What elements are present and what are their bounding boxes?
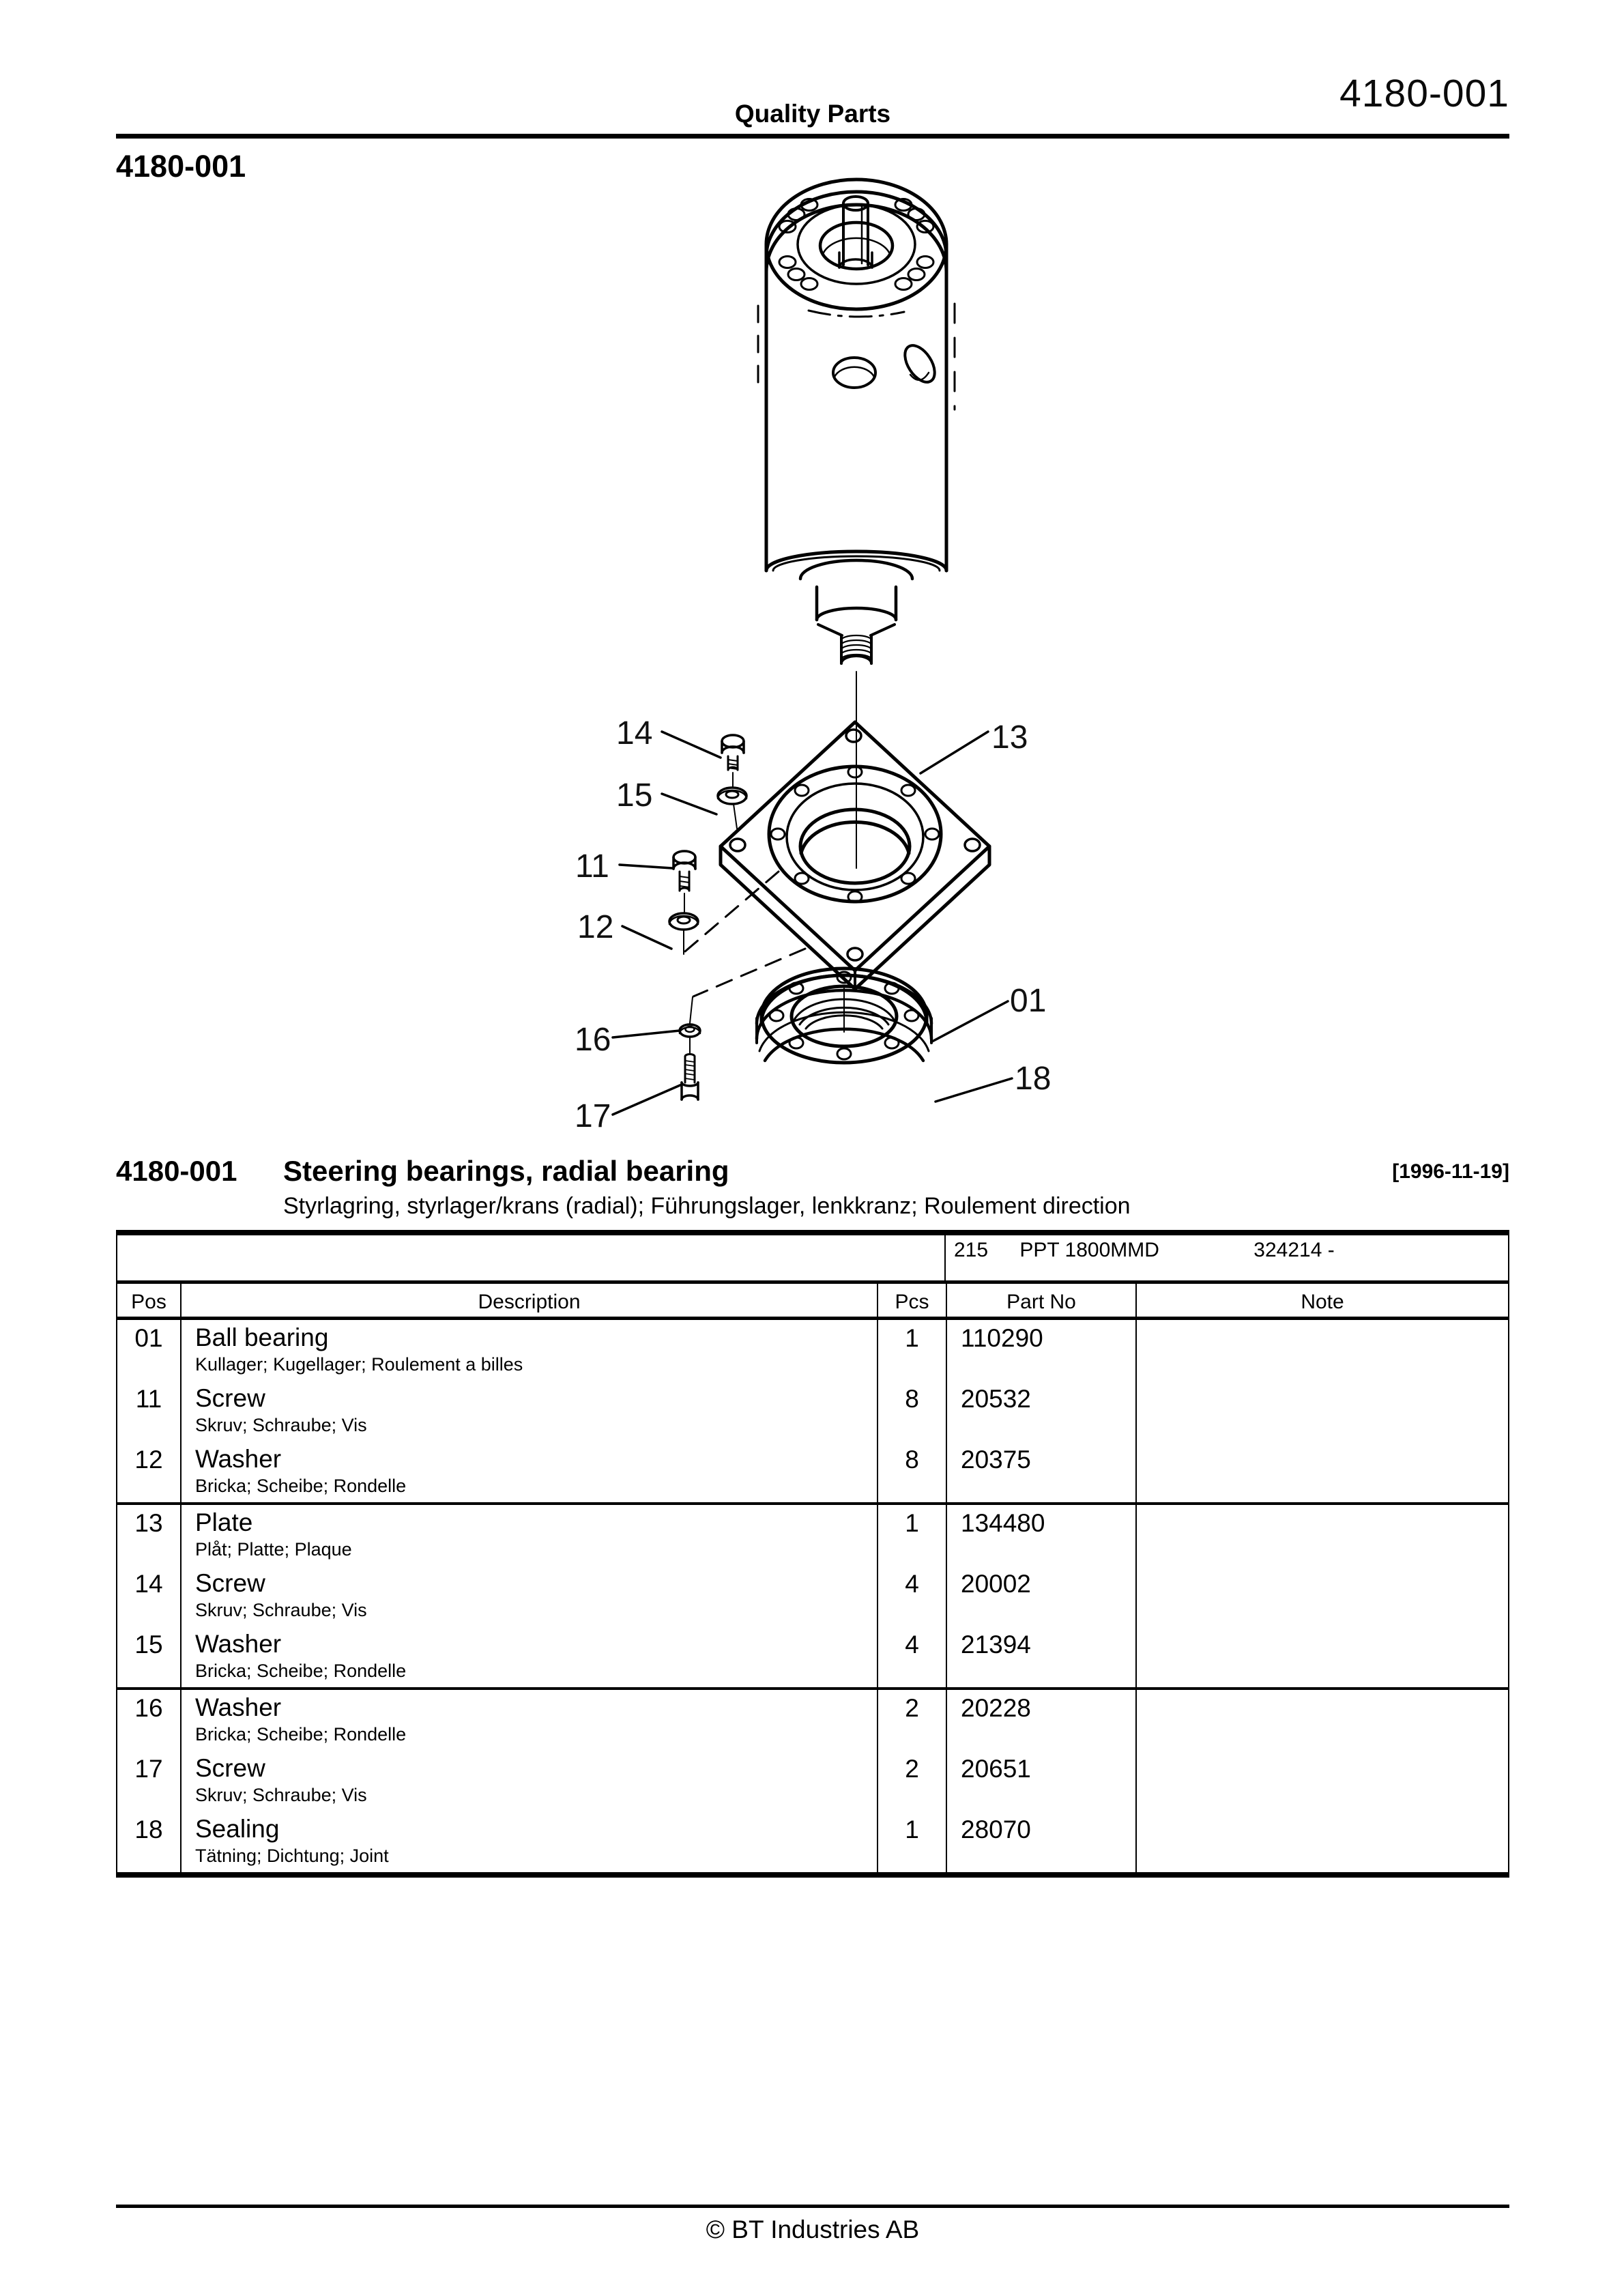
callout-13: 13 — [991, 719, 1028, 756]
table-row — [117, 1811, 1508, 1872]
ball-bearing — [762, 968, 927, 1063]
row-note — [1137, 1320, 1508, 1381]
row-pcs: 2 — [878, 1690, 947, 1751]
row-note — [1137, 1690, 1508, 1751]
row-pcs: 1 — [878, 1320, 947, 1381]
table-row — [117, 1320, 1508, 1381]
row-description: Washer Bricka; Scheibe; Rondelle — [182, 1690, 878, 1751]
table-row — [117, 1566, 1508, 1626]
row-pcs: 8 — [878, 1441, 947, 1502]
table-row — [117, 1626, 1508, 1687]
mounting-plate — [721, 722, 989, 989]
page-code-top-right: 4180-001 — [1339, 72, 1509, 115]
screw-17 — [682, 1054, 698, 1100]
row-pcs: 2 — [878, 1751, 947, 1811]
flange-bolt-holes — [779, 199, 933, 290]
table-row — [117, 1441, 1508, 1502]
row-note — [1137, 1441, 1508, 1502]
table-row — [117, 1502, 1508, 1566]
plate-corner-holes — [730, 730, 980, 960]
row-description: Screw Skruv; Schraube; Vis — [182, 1566, 878, 1626]
row-partno: 21394 — [947, 1626, 1137, 1687]
row-note — [1137, 1811, 1508, 1872]
section-title: Steering bearings, radial bearing — [283, 1155, 729, 1187]
row-note — [1137, 1381, 1508, 1441]
row-pos: 13 — [117, 1505, 182, 1566]
header-rule — [116, 134, 1509, 139]
table-row — [117, 1687, 1508, 1751]
row-pcs: 1 — [878, 1811, 947, 1872]
callout-11: 11 — [575, 848, 609, 885]
model-row-empty — [117, 1235, 946, 1280]
model-number: 215 — [954, 1239, 989, 1261]
row-description: Screw Skruv; Schraube; Vis — [182, 1751, 878, 1811]
row-pcs: 4 — [878, 1566, 947, 1626]
section-subtitle: Styrlagring, styrlager/krans (radial); Führungslager, lenkkranz; Roulement direction — [283, 1193, 1131, 1219]
row-partno: 134480 — [947, 1505, 1137, 1566]
row-description: Plate Plåt; Platte; Plaque — [182, 1505, 878, 1566]
row-partno: 20002 — [947, 1566, 1137, 1626]
row-pos: 01 — [117, 1320, 182, 1381]
row-note — [1137, 1626, 1508, 1687]
row-pcs: 4 — [878, 1626, 947, 1687]
section-date: [1996-11-19] — [1392, 1160, 1509, 1183]
table-row — [117, 1381, 1508, 1441]
callout-18: 18 — [1015, 1061, 1052, 1097]
callout-17: 17 — [575, 1098, 611, 1134]
row-pos: 14 — [117, 1566, 182, 1626]
row-note — [1137, 1566, 1508, 1626]
callout-14: 14 — [616, 715, 653, 751]
washer-15 — [718, 788, 746, 829]
row-pos: 18 — [117, 1811, 182, 1872]
row-pos: 17 — [117, 1751, 182, 1811]
row-pos: 12 — [117, 1441, 182, 1502]
model-serial: 324214 - — [1253, 1239, 1335, 1261]
model-name: PPT 1800MMD — [1019, 1239, 1159, 1261]
callout-12: 12 — [577, 909, 614, 945]
row-pcs: 1 — [878, 1505, 947, 1566]
footer-copyright: © BT Industries AB — [706, 2215, 920, 2243]
table-row — [117, 1751, 1508, 1811]
row-note — [1137, 1751, 1508, 1811]
section-code: 4180-001 — [116, 1155, 237, 1187]
row-pos: 11 — [117, 1381, 182, 1441]
section-title-block — [116, 1155, 1509, 1230]
screw-11 — [673, 851, 695, 913]
row-partno: 20375 — [947, 1441, 1137, 1502]
col-header-pos: Pos — [117, 1284, 182, 1317]
callout-leaders — [613, 732, 1012, 1115]
row-note — [1137, 1505, 1508, 1566]
col-header-partno: Part No — [947, 1284, 1137, 1317]
assembly-axis-dashed-1 — [685, 872, 779, 951]
model-row — [117, 1235, 1508, 1284]
callout-16: 16 — [575, 1022, 611, 1058]
row-pos: 15 — [117, 1626, 182, 1687]
row-partno: 20532 — [947, 1381, 1137, 1441]
row-partno: 20228 — [947, 1690, 1137, 1751]
washer-12 — [669, 913, 698, 954]
table-header-row — [117, 1284, 1508, 1320]
col-header-note: Note — [1301, 1291, 1344, 1313]
row-description: Washer Bricka; Scheibe; Rondelle — [182, 1626, 878, 1687]
screw-14 — [722, 735, 744, 786]
col-header-pcs: Pcs — [878, 1284, 947, 1317]
parts-table — [116, 1230, 1509, 1878]
washer-16 — [680, 997, 700, 1054]
model-row-info — [946, 1235, 1508, 1280]
footer-rule — [116, 2205, 1509, 2208]
row-description: Ball bearing Kullager; Kugellager; Roulement a billes — [182, 1320, 878, 1381]
row-partno: 28070 — [947, 1811, 1137, 1872]
header-title: Quality Parts — [734, 100, 891, 128]
col-header-description: Description — [182, 1284, 878, 1317]
row-partno: 110290 — [947, 1320, 1137, 1381]
doc-code: 4180-001 — [116, 149, 246, 184]
row-description: Washer Bricka; Scheibe; Rondelle — [182, 1441, 878, 1502]
row-pcs: 8 — [878, 1381, 947, 1441]
parts-diagram — [553, 164, 1071, 1140]
row-description: Screw Skruv; Schraube; Vis — [182, 1381, 878, 1441]
row-description: Sealing Tätning; Dichtung; Joint — [182, 1811, 878, 1872]
callout-01: 01 — [1010, 983, 1047, 1019]
row-partno: 20651 — [947, 1751, 1137, 1811]
row-pos: 16 — [117, 1690, 182, 1751]
callout-15: 15 — [616, 777, 653, 814]
